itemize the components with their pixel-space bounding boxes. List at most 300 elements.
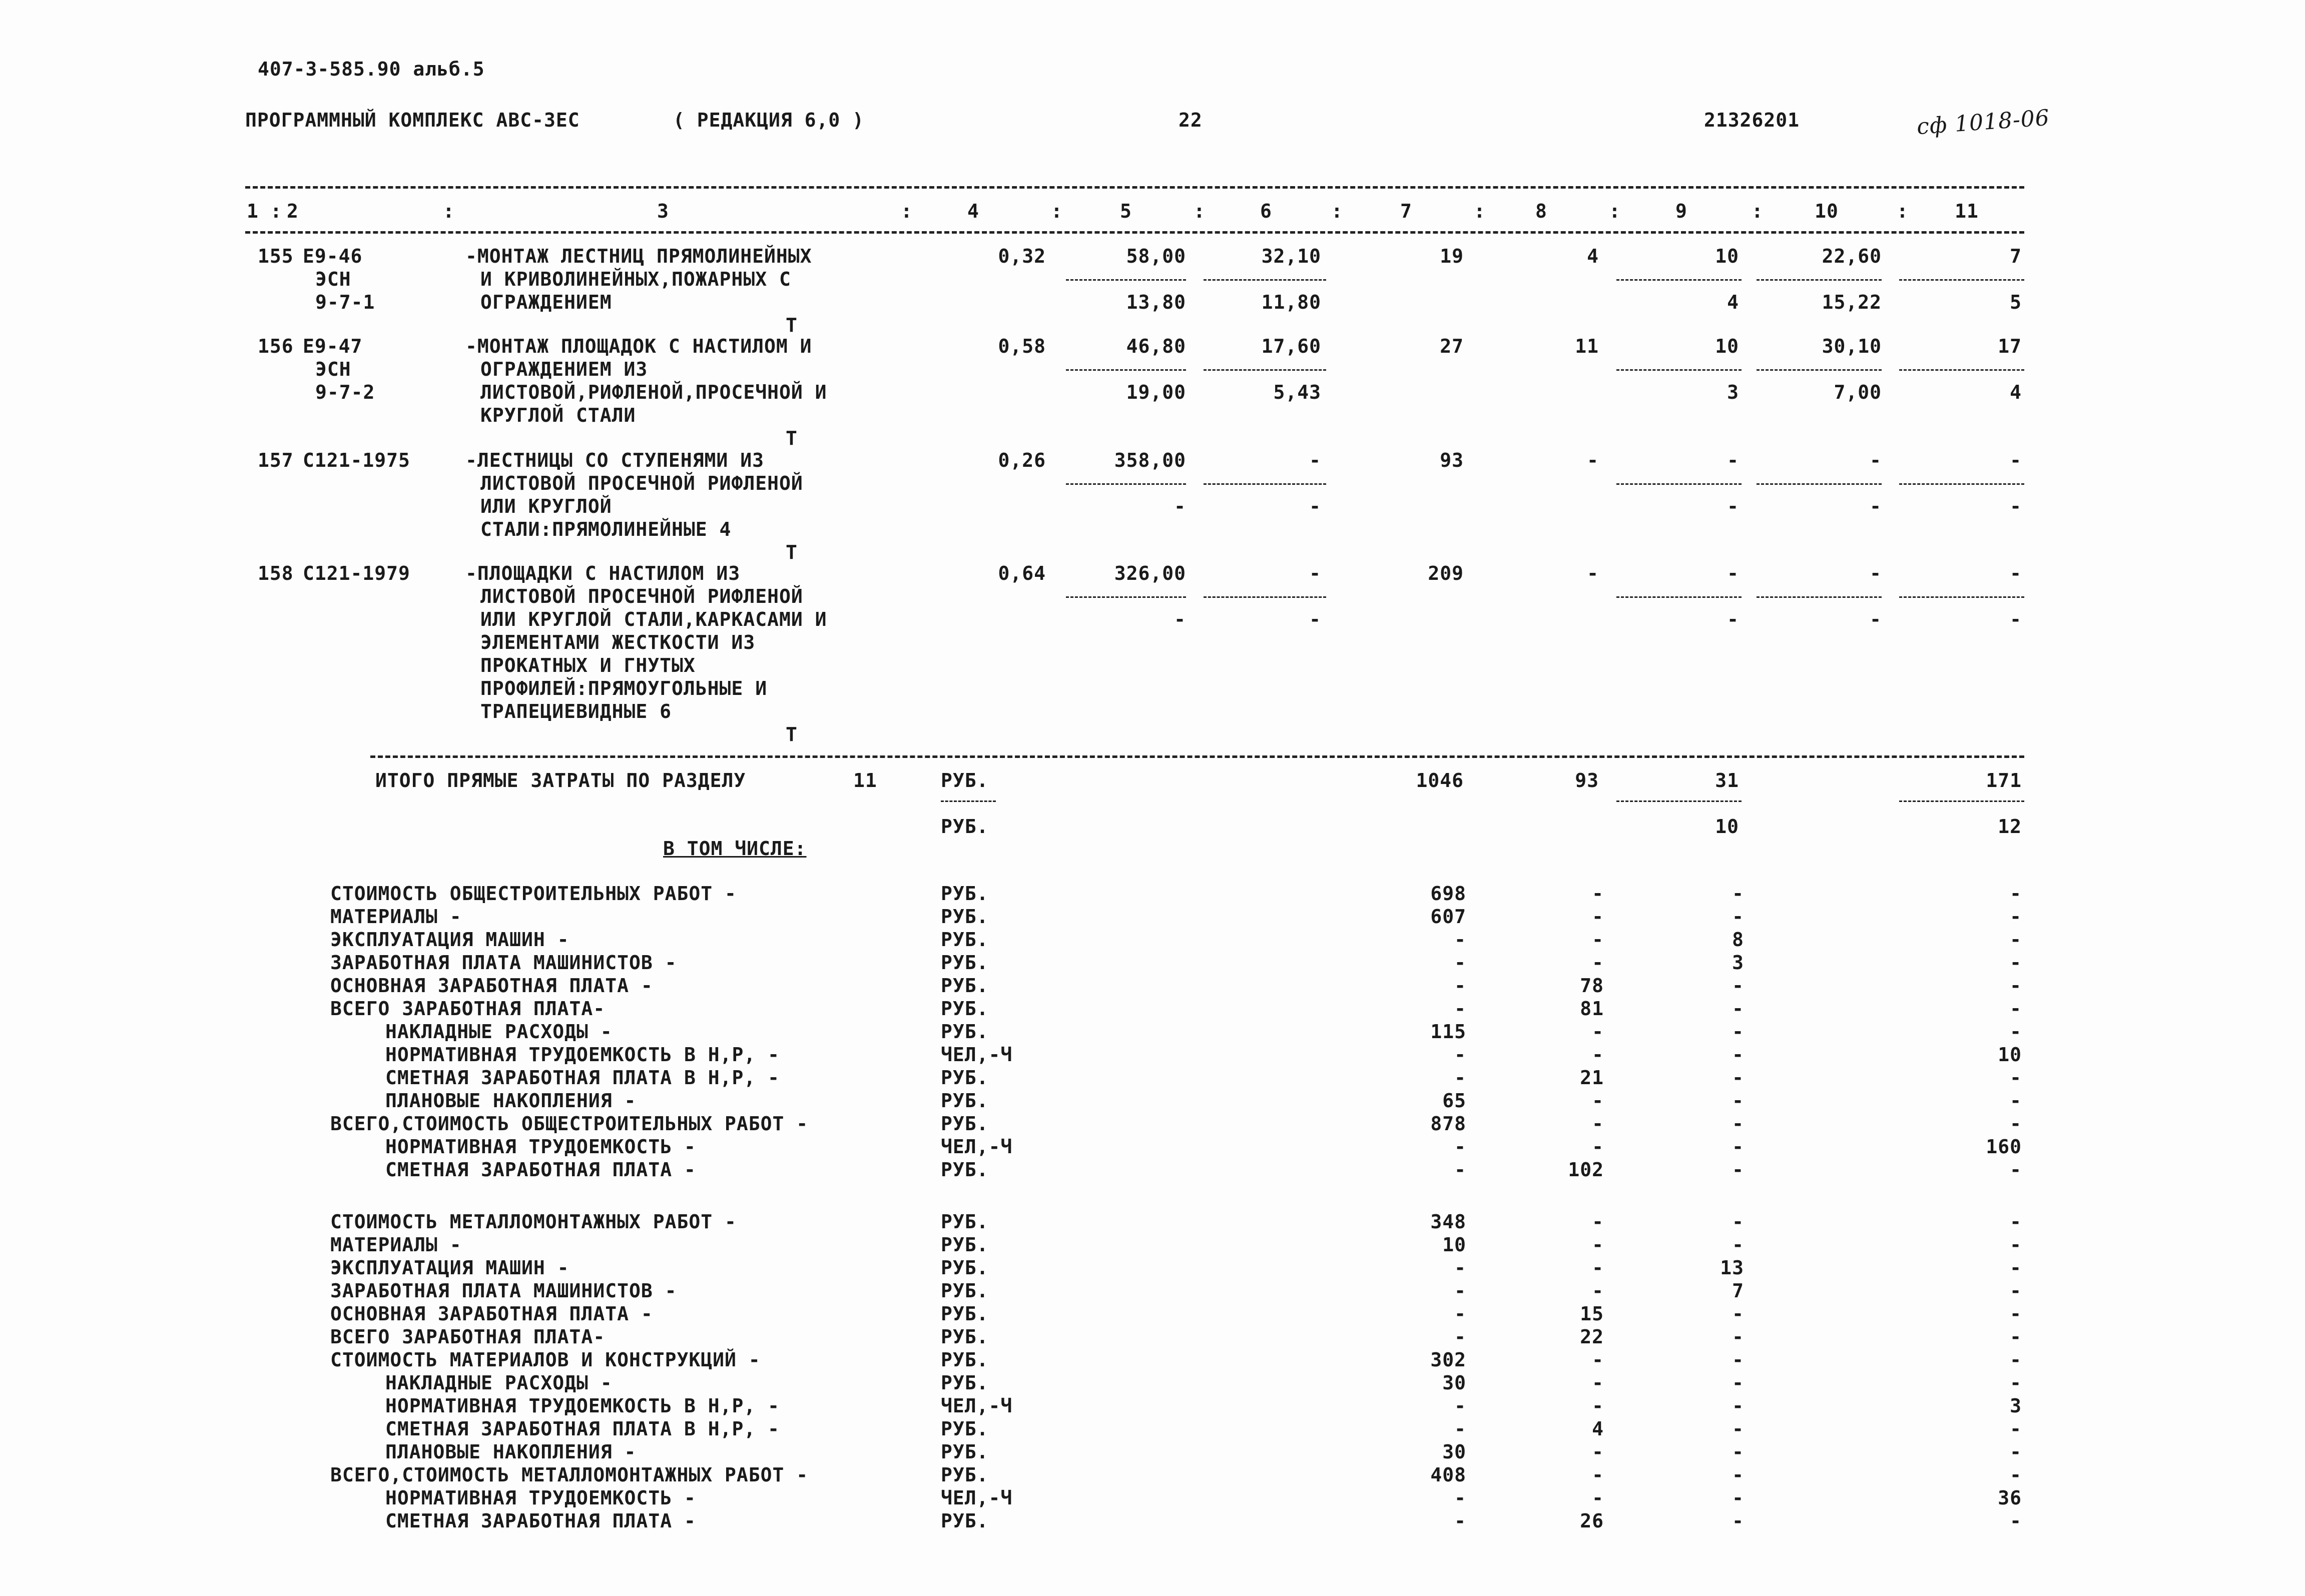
summary-col8: - [1592, 1441, 1604, 1463]
document-code: 21326201 [1704, 109, 1800, 131]
cell-divider [1616, 596, 1742, 598]
summary-col9: - [1732, 1395, 1744, 1417]
summary-col8: 22 [1580, 1326, 1604, 1348]
program-edition: ( РЕДАКЦИЯ 6,0 ) [673, 109, 865, 131]
summary-col9: - [1732, 1021, 1744, 1043]
cell-col8: 4 [1587, 245, 1599, 267]
cell-c5-top: 358,00 [1114, 449, 1186, 471]
summary-col7: 115 [1430, 1021, 1466, 1043]
cell-divider [1616, 279, 1742, 281]
summary-col7: - [1454, 952, 1466, 974]
summary-col7: 65 [1442, 1090, 1466, 1112]
summary-col9: - [1732, 1326, 1744, 1348]
summary-col7: 607 [1430, 906, 1466, 928]
summary-col9: - [1732, 1044, 1744, 1066]
summary-label: СТОИМОСТЬ ОБЩЕСТРОИТЕЛЬНЫХ РАБОТ - [330, 883, 737, 905]
cell-col4: 0,64 [998, 562, 1046, 584]
column-separator: : [1474, 200, 1486, 222]
summary-label: НОРМАТИВНАЯ ТРУДОЕМКОСТЬ В Н,Р, - [385, 1044, 780, 1066]
cell-c6-bottom: - [1309, 495, 1321, 517]
item-code: 9-7-2 [315, 381, 375, 403]
cell-c5-top: 58,00 [1126, 245, 1186, 267]
cell-c10-bottom: 7,00 [1834, 381, 1882, 403]
summary-label: ЭКСПЛУАТАЦИЯ МАШИН - [330, 1257, 569, 1279]
summary-label: СМЕТНАЯ ЗАРАБОТНАЯ ПЛАТА В Н,Р, - [385, 1067, 780, 1089]
cell-divider [1616, 369, 1742, 371]
summary-col9: - [1732, 1090, 1744, 1112]
summary-label: НАКЛАДНЫЕ РАСХОДЫ - [385, 1372, 613, 1394]
summary-col11: - [2010, 1113, 2022, 1135]
summary-unit: РУБ. [941, 998, 989, 1020]
summary-col8: 15 [1580, 1303, 1604, 1325]
summary-col7: - [1454, 1326, 1466, 1348]
summary-col9: - [1732, 998, 1744, 1020]
item-number: 158 [258, 562, 294, 584]
column-header-11: 11 [1955, 200, 1979, 222]
summary-col7: 30 [1442, 1441, 1466, 1463]
column-separator: : [1051, 200, 1063, 222]
summary-unit: РУБ. [941, 1234, 989, 1256]
summary-col7: - [1454, 1510, 1466, 1532]
cell-divider [1616, 483, 1742, 485]
summary-col9: - [1732, 1349, 1744, 1371]
summary-unit: РУБ. [941, 1510, 989, 1532]
item-code: ЭСН [315, 268, 351, 290]
summary-col7: 408 [1430, 1464, 1466, 1486]
column-header-1: 1 [247, 200, 259, 222]
cell-col7: 27 [1440, 335, 1464, 357]
column-header-2: 2 [287, 200, 299, 222]
summary-unit: РУБ. [941, 1280, 989, 1302]
column-header-6: 6 [1260, 200, 1272, 222]
cell-col7: 93 [1440, 449, 1464, 471]
cell-c9-bottom: 4 [1727, 291, 1739, 313]
summary-col7: - [1454, 1303, 1466, 1325]
summary-col11: - [2010, 1418, 2022, 1440]
summary-col11: - [2010, 1090, 2022, 1112]
cell-c10-bottom: - [1870, 608, 1882, 630]
summary-col7: 698 [1430, 883, 1466, 905]
summary-label: ЗАРАБОТНАЯ ПЛАТА МАШИНИСТОВ - [330, 952, 677, 974]
cell-divider [1899, 801, 2024, 802]
cell-c10-top: - [1870, 562, 1882, 584]
summary-col11: 10 [1998, 1044, 2022, 1066]
page-number: 22 [1179, 109, 1203, 131]
summary-label: ВСЕГО,СТОИМОСТЬ ОБЩЕСТРОИТЕЛЬНЫХ РАБОТ - [330, 1113, 809, 1135]
column-separator: : [1609, 200, 1621, 222]
summary-col9: - [1732, 1487, 1744, 1509]
cell-c9-top: 10 [1715, 245, 1739, 267]
summary-col9: - [1732, 1234, 1744, 1256]
summary-col11: - [2010, 1234, 2022, 1256]
cell-divider [1757, 369, 1882, 371]
summary-col11: - [2010, 1257, 2022, 1279]
total-label: ИТОГО ПРЯМЫЕ ЗАТРАТЫ ПО РАЗДЕЛУ [375, 769, 746, 791]
summary-col7: 878 [1430, 1113, 1466, 1135]
summary-col8: 78 [1580, 975, 1604, 997]
cell-c10-top: 30,10 [1822, 335, 1882, 357]
summary-col9: - [1732, 883, 1744, 905]
column-separator: : [1752, 200, 1764, 222]
cell-c6-top: - [1309, 449, 1321, 471]
cell-col8: 11 [1575, 335, 1599, 357]
summary-col8: - [1592, 1349, 1604, 1371]
summary-col7: - [1454, 1280, 1466, 1302]
summary-col7: - [1454, 1159, 1466, 1181]
item-description: ЭЛЕМЕНТАМИ ЖЕСТКОСТИ ИЗ [480, 631, 756, 653]
summary-unit: РУБ. [941, 975, 989, 997]
summary-col7: - [1454, 975, 1466, 997]
summary-col8: 102 [1568, 1159, 1604, 1181]
column-separator: : [443, 200, 455, 222]
item-code: С121-1975 [303, 449, 410, 471]
summary-label: ПЛАНОВЫЕ НАКОПЛЕНИЯ - [385, 1090, 637, 1112]
summary-col9: - [1732, 1303, 1744, 1325]
summary-label: ПЛАНОВЫЕ НАКОПЛЕНИЯ - [385, 1441, 637, 1463]
summary-col8: - [1592, 1257, 1604, 1279]
summary-col7: - [1454, 1067, 1466, 1089]
item-number: 156 [258, 335, 294, 357]
summary-col7: - [1454, 1487, 1466, 1509]
item-description: ПРОКАТНЫХ И ГНУТЫХ [480, 654, 696, 676]
summary-unit: РУБ. [941, 952, 989, 974]
unit-divider [941, 801, 996, 802]
column-header-9: 9 [1675, 200, 1687, 222]
summary-label: ЗАРАБОТНАЯ ПЛАТА МАШИНИСТОВ - [330, 1280, 677, 1302]
column-header-8: 8 [1535, 200, 1547, 222]
item-description: ИЛИ КРУГЛОЙ [480, 495, 612, 517]
cell-divider [1899, 279, 2024, 281]
item-code: С121-1979 [303, 562, 410, 584]
summary-col7: - [1454, 1044, 1466, 1066]
summary-col11: - [2010, 1211, 2022, 1233]
summary-unit: ЧЕЛ,-Ч [941, 1136, 1013, 1158]
program-name: ПРОГРАММНЫЙ КОМПЛЕКС АВС-ЗЕС [245, 109, 580, 131]
cell-c9-bottom: 3 [1727, 381, 1739, 403]
column-separator: : [1897, 200, 1909, 222]
summary-col9: - [1732, 1159, 1744, 1181]
summary-col8: - [1592, 1211, 1604, 1233]
item-description: И КРИВОЛИНЕЙНЫХ,ПОЖАРНЫХ С [480, 268, 791, 290]
summary-col11: - [2010, 952, 2022, 974]
summary-col11: - [2010, 1510, 2022, 1532]
cell-c11-bottom: - [2010, 495, 2022, 517]
summary-label: СТОИМОСТЬ МЕТАЛЛОМОНТАЖНЫХ РАБОТ - [330, 1211, 737, 1233]
summary-col9: - [1732, 1136, 1744, 1158]
cell-c11-top: - [2010, 449, 2022, 471]
cell-c5-bottom: - [1174, 495, 1186, 517]
item-description: ПРОФИЛЕЙ:ПРЯМОУГОЛЬНЫЕ И [480, 677, 768, 699]
cell-c5-bottom: - [1174, 608, 1186, 630]
summary-col11: - [2010, 1067, 2022, 1089]
summary-col8: 81 [1580, 998, 1604, 1020]
handwritten-code: сф 1018-06 [1916, 105, 2051, 140]
summary-col11: - [2010, 1021, 2022, 1043]
item-mark: Т [786, 314, 798, 336]
summary-unit: РУБ. [941, 1418, 989, 1440]
including-heading: В ТОМ ЧИСЛЕ: [663, 838, 807, 860]
cell-c9-top: 10 [1715, 335, 1739, 357]
summary-col8: - [1592, 1044, 1604, 1066]
item-code: ЭСН [315, 358, 351, 380]
table-top-rule [245, 186, 2024, 189]
column-header-5: 5 [1120, 200, 1132, 222]
summary-col9: - [1732, 1464, 1744, 1486]
summary-label: ВСЕГО ЗАРАБОТНАЯ ПЛАТА- [330, 998, 606, 1020]
summary-col11: - [2010, 883, 2022, 905]
item-description: КРУГЛОЙ СТАЛИ [480, 404, 636, 426]
cell-c11-bottom: 5 [2010, 291, 2022, 313]
total-unit-2: РУБ. [941, 816, 989, 838]
cell-c9-bottom: - [1727, 608, 1739, 630]
summary-col8: - [1592, 1021, 1604, 1043]
summary-col8: - [1592, 1464, 1604, 1486]
cell-c11-bottom: 4 [2010, 381, 2022, 403]
item-mark: Т [786, 541, 798, 563]
item-description: -ПЛОЩАДКИ С НАСТИЛОМ ИЗ [465, 562, 741, 584]
cell-divider [1204, 483, 1326, 485]
summary-col8: - [1592, 1487, 1604, 1509]
summary-label: СТОИМОСТЬ МАТЕРИАЛОВ И КОНСТРУКЦИЙ - [330, 1349, 761, 1371]
cell-divider [1757, 596, 1882, 598]
summary-col8: - [1592, 1395, 1604, 1417]
summary-col8: 21 [1580, 1067, 1604, 1089]
item-description: ЛИСТОВОЙ,РИФЛЕНОЙ,ПРОСЕЧНОЙ И [480, 381, 827, 403]
cell-c5-bottom: 19,00 [1126, 381, 1186, 403]
summary-unit: РУБ. [941, 929, 989, 951]
summary-col9: - [1732, 975, 1744, 997]
item-description: ТРАПЕЦИЕВИДНЫЕ 6 [480, 700, 672, 722]
column-header-10: 10 [1815, 200, 1839, 222]
cell-divider [1066, 596, 1186, 598]
total-unit: РУБ. [941, 769, 989, 791]
summary-col9: - [1732, 1418, 1744, 1440]
cell-col8: - [1587, 562, 1599, 584]
summary-col11: - [2010, 1441, 2022, 1463]
summary-label: ОСНОВНАЯ ЗАРАБОТНАЯ ПЛАТА - [330, 1303, 653, 1325]
total-col7: 1046 [1416, 769, 1464, 791]
cell-divider [1757, 483, 1882, 485]
cell-divider [1066, 279, 1186, 281]
summary-label: ОСНОВНАЯ ЗАРАБОТНАЯ ПЛАТА - [330, 975, 653, 997]
cell-col4: 0,58 [998, 335, 1046, 357]
cell-c6-top: 32,10 [1261, 245, 1321, 267]
summary-unit: ЧЕЛ,-Ч [941, 1395, 1013, 1417]
summary-col9: - [1732, 906, 1744, 928]
summary-col9: - [1732, 1211, 1744, 1233]
summary-col9: 3 [1732, 952, 1744, 974]
summary-col7: 10 [1442, 1234, 1466, 1256]
total-col8: 93 [1575, 769, 1599, 791]
summary-unit: РУБ. [941, 1326, 989, 1348]
cell-c10-top: 22,60 [1822, 245, 1882, 267]
summary-col7: 302 [1430, 1349, 1466, 1371]
cell-c11-top: - [2010, 562, 2022, 584]
cell-c6-bottom: - [1309, 608, 1321, 630]
summary-col11: - [2010, 906, 2022, 928]
summary-col9: - [1732, 1441, 1744, 1463]
summary-col8: - [1592, 883, 1604, 905]
summary-col11: 3 [2010, 1395, 2022, 1417]
summary-col8: 26 [1580, 1510, 1604, 1532]
summary-label: МАТЕРИАЛЫ - [330, 1234, 462, 1256]
summary-col9: - [1732, 1113, 1744, 1135]
summary-col11: - [2010, 929, 2022, 951]
cell-c10-bottom: - [1870, 495, 1882, 517]
item-description: -МОНТАЖ ЛЕСТНИЦ ПРЯМОЛИНЕЙНЫХ [465, 245, 812, 267]
column-header-3: 3 [657, 200, 669, 222]
cell-c6-bottom: 11,80 [1261, 291, 1321, 313]
column-header-4: 4 [967, 200, 979, 222]
summary-label: СМЕТНАЯ ЗАРАБОТНАЯ ПЛАТА В Н,Р, - [385, 1418, 780, 1440]
summary-label: НОРМАТИВНАЯ ТРУДОЕМКОСТЬ - [385, 1136, 696, 1158]
cell-c11-bottom: - [2010, 608, 2022, 630]
summary-label: НОРМАТИВНАЯ ТРУДОЕМКОСТЬ В Н,Р, - [385, 1395, 780, 1417]
cell-col4: 0,32 [998, 245, 1046, 267]
cell-c9-bottom: - [1727, 495, 1739, 517]
item-number: 157 [258, 449, 294, 471]
item-mark: Т [786, 427, 798, 449]
summary-col8: - [1592, 1113, 1604, 1135]
summary-col8: - [1592, 952, 1604, 974]
summary-label: ВСЕГО ЗАРАБОТНАЯ ПЛАТА- [330, 1326, 606, 1348]
summary-col11: - [2010, 1349, 2022, 1371]
header-bottom-rule [245, 231, 2024, 234]
cell-col7: 209 [1428, 562, 1464, 584]
cell-divider [1899, 483, 2024, 485]
item-description: ЛИСТОВОЙ ПРОСЕЧНОЙ РИФЛЕНОЙ [480, 472, 803, 494]
summary-unit: РУБ. [941, 1257, 989, 1279]
item-mark: Т [786, 723, 798, 745]
summary-col11: - [2010, 1464, 2022, 1486]
column-separator: : [901, 200, 913, 222]
cell-divider [1616, 801, 1742, 802]
summary-unit: РУБ. [941, 1159, 989, 1181]
cell-divider [1204, 369, 1326, 371]
cell-c5-top: 46,80 [1126, 335, 1186, 357]
summary-col8: - [1592, 1136, 1604, 1158]
summary-unit: РУБ. [941, 1211, 989, 1233]
item-code: Е9-46 [303, 245, 363, 267]
item-description: СТАЛИ:ПРЯМОЛИНЕЙНЫЕ 4 [480, 518, 732, 540]
summary-col11: - [2010, 975, 2022, 997]
cell-divider [1204, 279, 1326, 281]
summary-col9: - [1732, 1372, 1744, 1394]
cell-col7: 19 [1440, 245, 1464, 267]
summary-col8: - [1592, 929, 1604, 951]
summary-unit: РУБ. [941, 1303, 989, 1325]
summary-col9: 8 [1732, 929, 1744, 951]
cell-col4: 0,26 [998, 449, 1046, 471]
item-code: Е9-47 [303, 335, 363, 357]
cell-divider [1899, 369, 2024, 371]
summary-col11: - [2010, 1372, 2022, 1394]
summary-col7: - [1454, 929, 1466, 951]
item-code: 9-7-1 [315, 291, 375, 313]
summary-unit: РУБ. [941, 1372, 989, 1394]
summary-label: СМЕТНАЯ ЗАРАБОТНАЯ ПЛАТА - [385, 1510, 696, 1532]
cell-c6-top: 17,60 [1261, 335, 1321, 357]
cell-c11-top: 17 [1998, 335, 2022, 357]
column-separator: : [270, 200, 282, 222]
cell-c6-top: - [1309, 562, 1321, 584]
cell-c5-top: 326,00 [1114, 562, 1186, 584]
item-description: ОГРАЖДЕНИЕМ [480, 291, 612, 313]
cell-c6-bottom: 5,43 [1273, 381, 1321, 403]
summary-col11: - [2010, 1326, 2022, 1348]
summary-label: МАТЕРИАЛЫ - [330, 906, 462, 928]
cell-divider [1066, 483, 1186, 485]
summary-label: НОРМАТИВНАЯ ТРУДОЕМКОСТЬ - [385, 1487, 696, 1509]
summary-col8: - [1592, 1234, 1604, 1256]
column-separator: : [1194, 200, 1206, 222]
summary-col11: 160 [1986, 1136, 2022, 1158]
summary-unit: РУБ. [941, 1021, 989, 1043]
summary-label: ЭКСПЛУАТАЦИЯ МАШИН - [330, 929, 569, 951]
summary-unit: РУБ. [941, 883, 989, 905]
summary-unit: РУБ. [941, 906, 989, 928]
cell-c10-top: - [1870, 449, 1882, 471]
summary-unit: РУБ. [941, 1441, 989, 1463]
summary-col8: - [1592, 906, 1604, 928]
cell-divider [1066, 369, 1186, 371]
summary-col8: 4 [1592, 1418, 1604, 1440]
item-description: ОГРАЖДЕНИЕМ ИЗ [480, 358, 648, 380]
total-col9: 31 [1715, 769, 1739, 791]
summary-col8: - [1592, 1090, 1604, 1112]
totals-rule [370, 755, 2024, 758]
cell-col8: - [1587, 449, 1599, 471]
summary-col11: - [2010, 998, 2022, 1020]
cell-c9-top: - [1727, 562, 1739, 584]
cell-c5-bottom: 13,80 [1126, 291, 1186, 313]
album-reference: 407-3-585.90 альб.5 [258, 58, 485, 80]
column-separator: : [1331, 200, 1343, 222]
summary-col11: - [2010, 1280, 2022, 1302]
cell-c11-top: 7 [2010, 245, 2022, 267]
summary-col9: - [1732, 1510, 1744, 1532]
summary-unit: ЧЕЛ,-Ч [941, 1044, 1013, 1066]
summary-col11: - [2010, 1159, 2022, 1181]
summary-col7: - [1454, 998, 1466, 1020]
summary-col9: - [1732, 1067, 1744, 1089]
item-description: -МОНТАЖ ПЛОЩАДОК С НАСТИЛОМ И [465, 335, 812, 357]
summary-col11: 36 [1998, 1487, 2022, 1509]
total-col11-b: 12 [1998, 816, 2022, 838]
item-description: -ЛЕСТНИЦЫ СО СТУПЕНЯМИ ИЗ [465, 449, 764, 471]
summary-unit: ЧЕЛ,-Ч [941, 1487, 1013, 1509]
summary-col9: 13 [1720, 1257, 1744, 1279]
total-col9-b: 10 [1715, 816, 1739, 838]
summary-col7: - [1454, 1418, 1466, 1440]
summary-unit: РУБ. [941, 1113, 989, 1135]
summary-col7: 30 [1442, 1372, 1466, 1394]
summary-col8: - [1592, 1280, 1604, 1302]
summary-unit: РУБ. [941, 1464, 989, 1486]
summary-col8: - [1592, 1372, 1604, 1394]
summary-col7: - [1454, 1136, 1466, 1158]
summary-label: ВСЕГО,СТОИМОСТЬ МЕТАЛЛОМОНТАЖНЫХ РАБОТ - [330, 1464, 809, 1486]
cell-divider [1757, 279, 1882, 281]
summary-label: СМЕТНАЯ ЗАРАБОТНАЯ ПЛАТА - [385, 1159, 696, 1181]
total-section: 11 [853, 769, 877, 791]
cell-c10-bottom: 15,22 [1822, 291, 1882, 313]
item-description: ИЛИ КРУГЛОЙ СТАЛИ,КАРКАСАМИ И [480, 608, 827, 630]
item-description: ЛИСТОВОЙ ПРОСЕЧНОЙ РИФЛЕНОЙ [480, 585, 803, 607]
summary-unit: РУБ. [941, 1349, 989, 1371]
summary-unit: РУБ. [941, 1090, 989, 1112]
column-header-7: 7 [1400, 200, 1412, 222]
